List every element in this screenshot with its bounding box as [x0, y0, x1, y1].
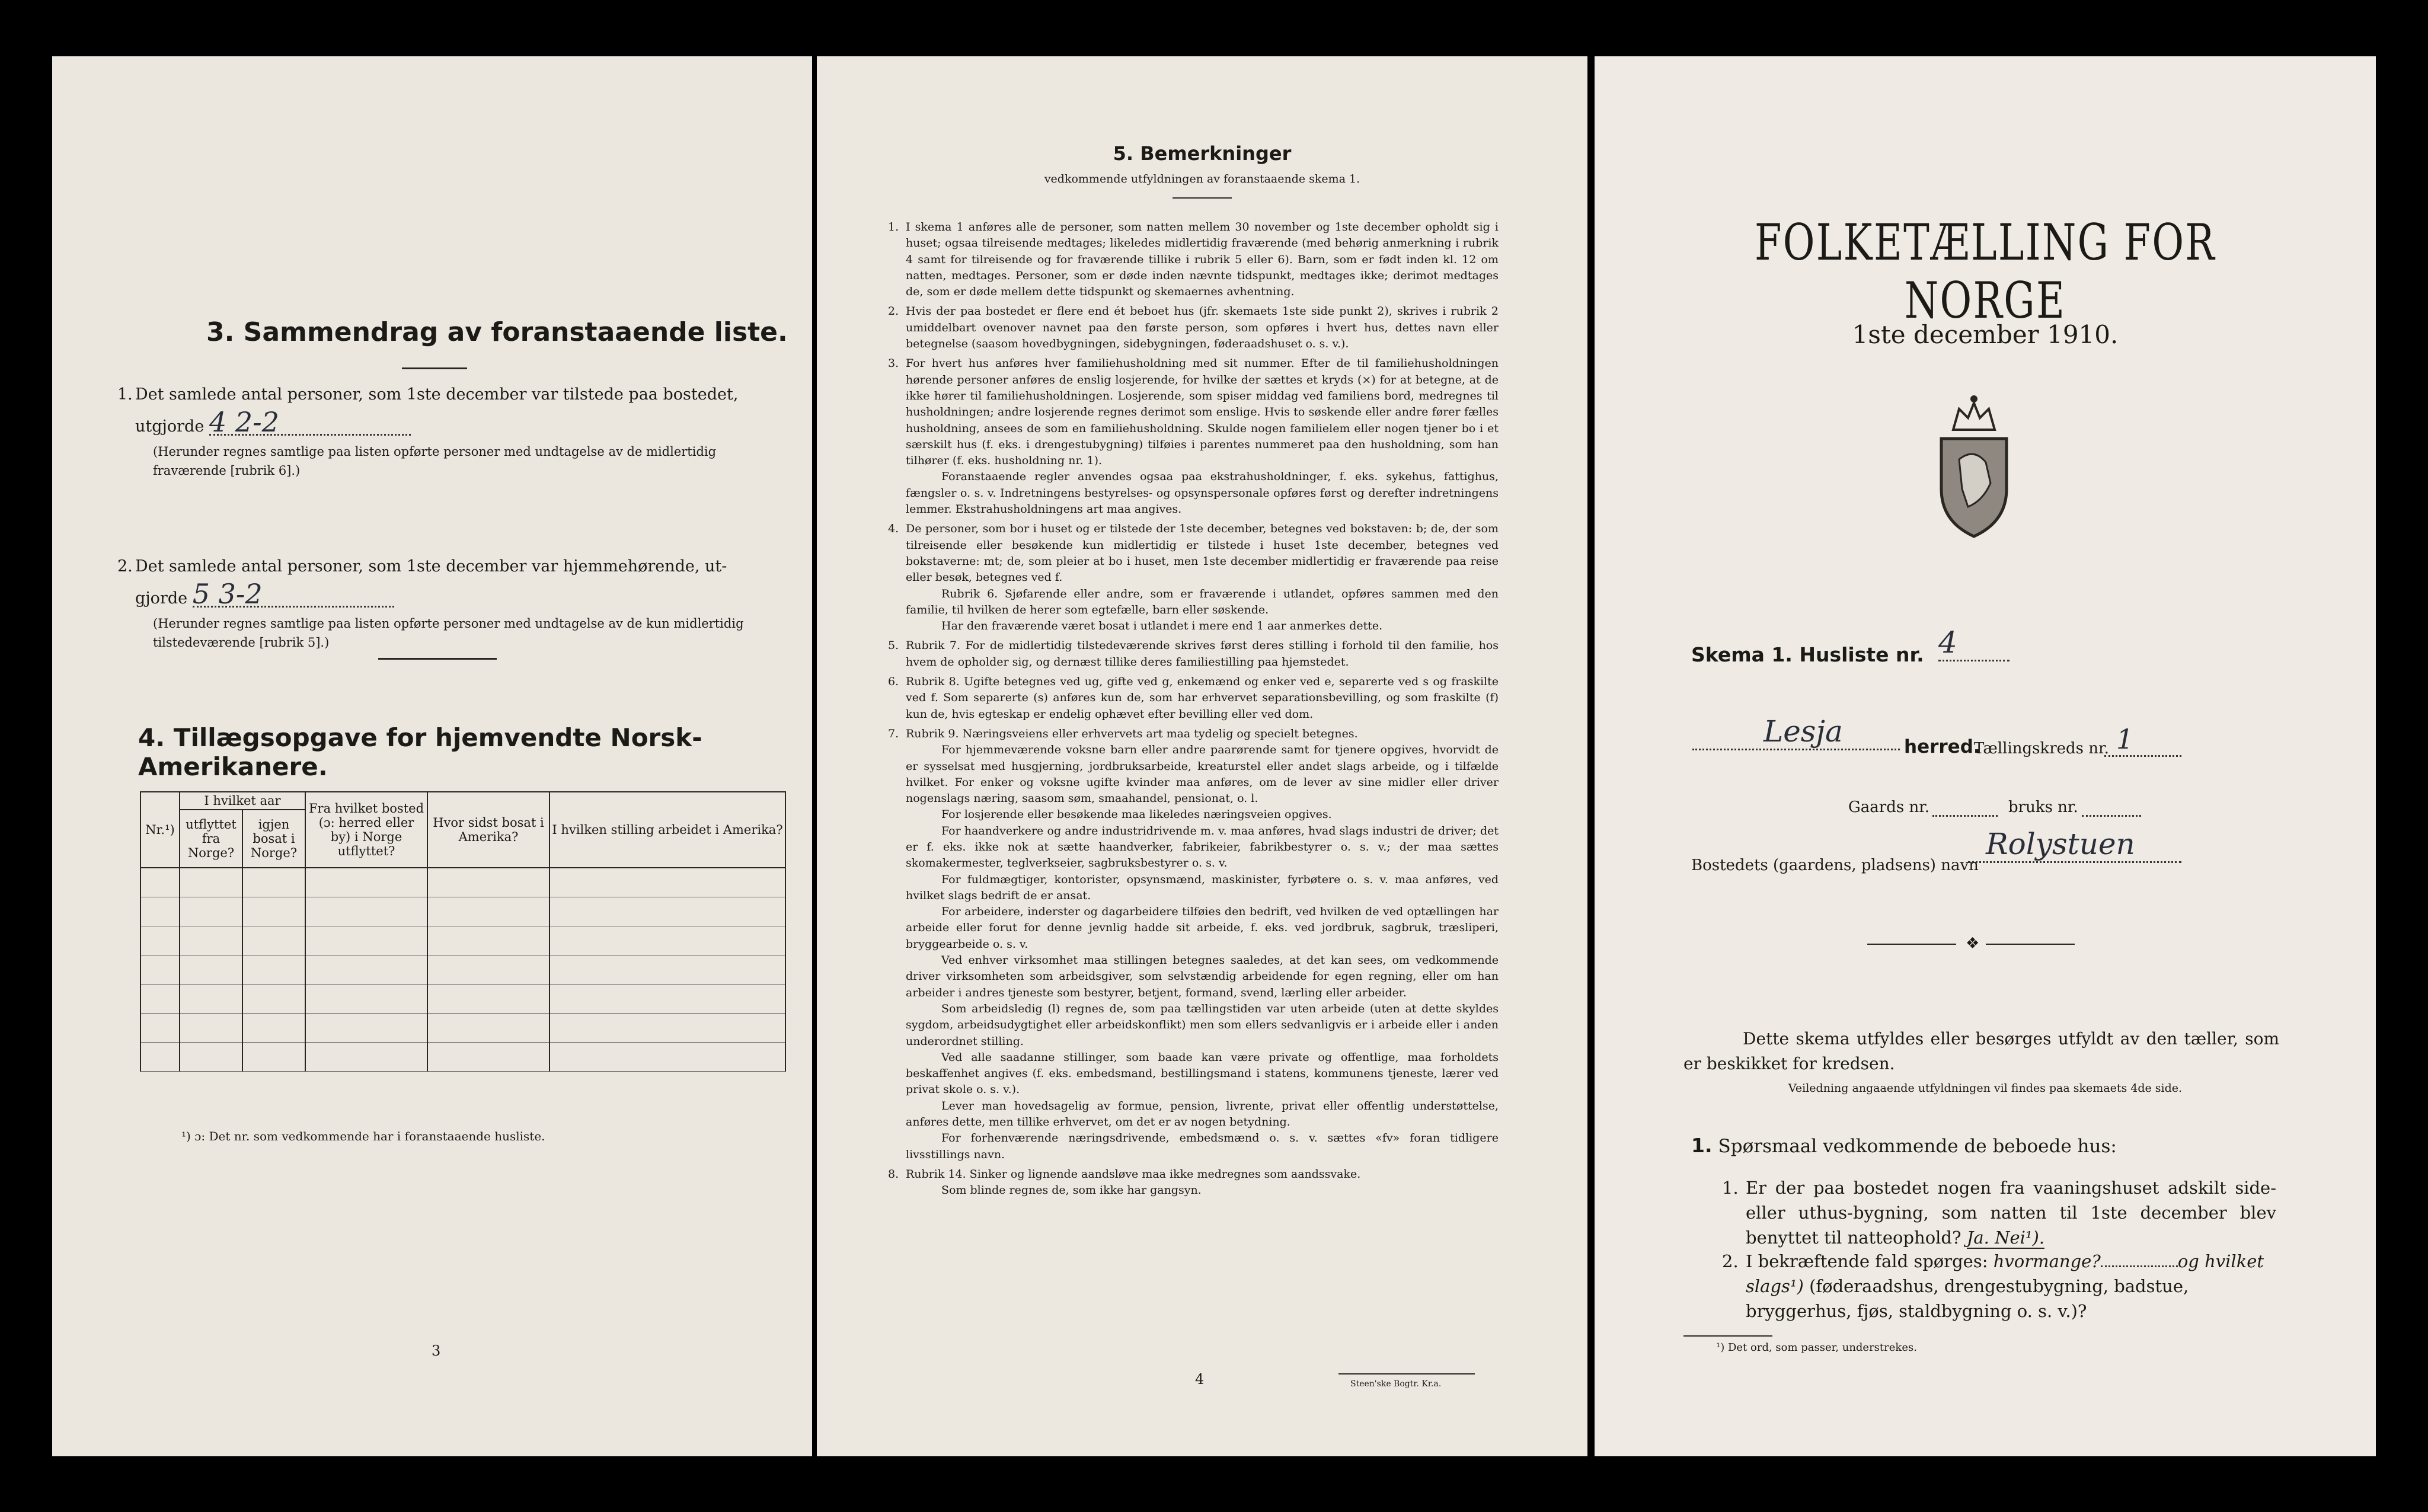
resident-count-handwritten[interactable]: 5 3-2 [193, 582, 394, 608]
table-row [140, 926, 785, 955]
present-count-handwritten[interactable]: 4 2-2 [209, 410, 411, 436]
schema-label: Skema 1. Husliste nr. [1691, 643, 1924, 666]
footnote: ¹) ɔ: Det nr. som vedkommende har i foranstaaende husliste. [181, 1129, 545, 1143]
bosted-name[interactable]: Rolystuen [1968, 827, 2181, 863]
krets-label: Tællingskreds nr. [1974, 740, 2109, 757]
ja-nei-options[interactable]: Ja. Nei¹). [1966, 1227, 2045, 1248]
gaard-label: Gaards nr. [1848, 798, 1930, 816]
norsk-amerikanere-table: Nr.¹) I hvilket aar Fra hvilket bosted (ɔ: herred eller by) i Norge utflyttet? Hvor sidst bosat i Amerika? I hvilken stilling arbeidet i Amerika? utflyttet fra Norge? igjen bosat i Norge? [140, 791, 786, 1072]
question-2: 2. I bekræftende fald spørges: hvormange? og hvilket slags¹) (føderaadshus, drengestubygning, badstue, bryggerhus, fjøs, staldbygning o. s. v.)? [1722, 1251, 2264, 1321]
krets-number[interactable]: 1 [2104, 723, 2181, 757]
divider [402, 367, 467, 369]
table-row [140, 955, 785, 984]
intro-note: Veiledning angaaende utfyldningen vil findes paa skemaets 4de side. [1788, 1082, 2183, 1095]
section-4-title: 4. Tillægsopgave for hjemvendte Norsk-Amerikanere. [138, 723, 702, 781]
ornament-icon: ❖ [1966, 935, 1980, 952]
bosted-label: Bostedets (gaardens, pladsens) navn [1691, 856, 1979, 874]
divider [1986, 944, 2075, 945]
table-row [140, 897, 785, 926]
divider [1338, 1373, 1475, 1374]
page-1 [1595, 56, 2376, 1456]
gaard-number-field[interactable] [1932, 815, 1998, 817]
census-date: 1ste december 1910. [1852, 320, 2119, 349]
husliste-number[interactable]: 4 [1938, 625, 2010, 661]
question-1: 1. Er der paa bostedet nogen fra vaaningshuset adskilt side- eller uthus-bygning, som natten til 1ste december blev benyttet til natteophold? Ja. Nei¹). [1722, 1178, 2276, 1248]
herred-label: herred. [1904, 736, 1980, 757]
table-row [140, 868, 785, 897]
bruk-number-field[interactable] [2082, 815, 2141, 817]
form-title: FOLKETÆLLING FOR NORGE [1754, 213, 2216, 330]
hvormange-field[interactable] [2101, 1265, 2178, 1267]
question-heading: 1. Spørsmaal vedkommende de beboede hus: [1691, 1134, 2117, 1157]
summary-item-2: 2. Det samlede antal personer, som 1ste december var hjemmehørende, ut- gjorde 5 3-2 (Herunder regnes samtlige paa listen opførte personer med undtagelse av de kun midlertidig tilstedeværende [rubrik 5].) [117, 557, 744, 650]
table-row [140, 984, 785, 1014]
summary-item-1: 1. Det samlede antal personer, som 1ste december var tilstede paa bostedet, utgjorde 4 2-2 (Herunder regnes samtlige paa listen opførte personer med undtagelse av de midlertidig fraværende [rubrik 6].) [117, 385, 739, 478]
remarks-subtitle: vedkommende utfyldningen av foranstaaende skema 1. [1044, 172, 1360, 186]
remarks-title: 5. Bemerkninger [1113, 142, 1292, 165]
divider [1173, 197, 1232, 199]
herred-value[interactable]: Lesja [1692, 714, 1900, 750]
table-row [140, 1043, 785, 1072]
divider [1867, 944, 1956, 945]
section-3-title: 3. Sammendrag av foranstaaende liste. [206, 317, 788, 347]
footnote: ¹) Det ord, som passer, understrekes. [1716, 1341, 1917, 1354]
intro-text: Dette skema utfyldes eller besørges utfyldt av den tæller, som er beskikket for kredsen. [1683, 1029, 2279, 1073]
printer-credit: Steen'ske Bogtr. Kr.a. [1350, 1379, 1442, 1389]
page-number: 3 [432, 1342, 441, 1359]
table-row [140, 1014, 785, 1043]
divider [378, 658, 497, 660]
page-number: 4 [1195, 1371, 1205, 1388]
page-4 [817, 56, 1587, 1456]
divider [1683, 1335, 1772, 1337]
remarks-list: 1. I skema 1 anføres alle de personer, som natten mellem 30 november og 1ste december opholdt sig i huset; ogsaa tilreisende medtages; likeledes midlertidig fraværende (med behørig anmerkning i rubrik 4 samt for tilreisende og for fraværende tillike i rubrik 5 eller 6). Barn, som er født inden kl. 12 om natten, medtages. Personer, som er døde inden nævnte tidspunkt, medtages ikke; derimot medtages de, som er døde mellem dette tidspunkt og skemaernes avhentning. 2. Hvis der paa bostedet er flere end ét beboet hus (jfr. skemaets 1ste side punkt 2), skrives i rubrik 2 umiddelbart ovenover navnet paa den første person, som opføres i hvert hus, dettes navn eller betegnelse (saasom hovedbygningen, sidebygningen, føderaadshuset o. s. v.). 3. For hvert hus anføres hver familiehusholdning med sit nummer. Efter de til familiehusholdningen hørende personer anføres de enslig losjerende, for hvilke der sættes et kryds (×) for at betegne, at de ikke hører til familiehusholdningen. Losjerende, som spiser middag ved familiens bord, medregnes til husholdningen; andre losjerende regnes derimot som enslige. Hvis to søskende eller andre fører fælles husholdning, ansees de som en familiehusholdning. Skulde nogen familielem eller nogen tjener bo i et særskilt hus (f. eks. i drengestubygning) tilføies i parentes nummeret paa den husholdning, som han tilhører (f. eks. husholdning nr. 1). Foranstaaende regler anvendes ogsaa paa ekstrahusholdninger, f. eks. sykehus, fattighus, fængsler o. s. v. Indretningens bestyrelses- og opsynspersonale opføres først og derefter indretningens lemmer. Ekstrahusholdningens art maa angives. 4. De personer, som bor i huset og er tilstede der 1ste december, betegnes ved bokstaven: b; de, der som tilreisende eller besøkende kun midlertidig er tilstede i huset 1ste december, betegnes ved bokstaverne: mt; de, som pleier at bo i huset, men 1ste december midlertidig er fraværende paa reise eller besøk, betegnes ved f. Rubrik 6. Sjøfarende eller andre, som er fraværende i utlandet, opføres sammen med den familie, til hvilken de herer som egtefælle, barn eller søskende. Har den fraværende været bosat i utlandet i mere end 1 aar anmerkes dette. 5. Rubrik 7. For de midlertidig tilstedeværende skrives først deres stilling i forhold til den familie, hos hvem de opholder sig, og dernæst tillike deres familiestilling paa hjemstedet. 6. Rubrik 8. Ugifte betegnes ved ug, gifte ved g, enkemænd og enker ved e, separerte ved s og fraskilte ved f. Som separerte (s) anføres kun de, som har erhvervet separationsbevilling, og som fraskilte (f) kun de, hvis egteskap er endelig ophævet efter bevilling eller ved dom. 7. Rubrik 9. Næringsveiens eller erhvervets art maa tydelig og specielt betegnes. For hjemmeværende voksne barn eller andre paarørende samt for tjenere opgives, hvorvidt de er sysselsat med husgjerning, jordbruksarbeide, kreaturstel eller andet slags arbeide, og i tilfælde hvilket. For enker og voksne ugifte kvinder maa anføres, om de lever av sine midler eller driver nogenslags næring, saasom søm, smaahandel, pensionat, o. l. For losjerende eller besøkende maa likeledes næringsveien opgives. For haandverkere og andre industridrivende m. v. maa anføres, hvad slags industri de driver; det er f. eks. ikke nok at sætte haandverker, fabrikeier, fabrikbestyrer o. s. v.; der maa sættes skomakermester, teglverkseier, sagbruksbestyrer o. s. v. For fuldmægtiger, kontorister, opsynsmænd, maskinister, fyrbøtere o. s. v. maa anføres, ved hvilket slags bedrift de er ansat. For arbeidere, inderster og dagarbeidere tilføies den bedrift, ved hvilken de ved optællingen har arbeide eller forut for denne jevnlig hadde sit arbeide, f. eks. ved jordbruk, sagbruk, træsliperi, bryggearbeide o. s. v. Ved enhver virksomhet maa stillingen betegnes saaledes, at det kan sees, om vedkommende driver virksomheten som arbeidsgiver, som selvstændig arbeidende for egen regning, eller om han arbeider i andres tjeneste som bestyrer, betjent, formand, svend, lærling eller arbeider. Som arbeidsledig (l) regnes de, som paa tællingstiden var uten arbeide (uten at dette skyldes sygdom, arbeidsudygtighet eller arbeidskonflikt) men som ellers sedvanligvis er i arbeide eller i anden underordnet stilling. Ved alle saadanne stillinger, som baade kan være private og offentlige, maa forholdets beskaffenhet angives (f. eks. embedsmand, bestillingsmand i statens, kommunens tjeneste, lærer ved privat skole o. s. v.). Lever man hovedsagelig av formue, pension, livrente, privat eller offentlig understøttelse, anføres dette, men tillike erhvervet, om det er av nogen betydning. For forhenværende næringsdrivende, embedsmænd o. s. v. sættes «fv» foran tidligere livsstillings navn. 8. Rubrik 14. Sinker og lignende aandsløve maa ikke medregnes som aandssvake. Som blinde regnes de, som ikke har gangsyn. [888, 220, 1499, 1197]
page-3 [52, 56, 812, 1456]
norwegian-coat-of-arms-icon [1927, 388, 2021, 542]
bruk-label: bruks nr. [2008, 798, 2078, 816]
